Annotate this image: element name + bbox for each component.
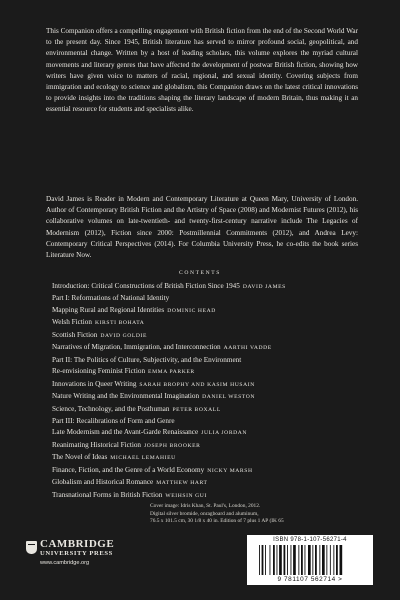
barcode-bar xyxy=(287,545,288,575)
toc-entry xyxy=(52,379,372,391)
toc-entry xyxy=(52,317,372,329)
toc-title: Part II: The Politics of Culture, Subjectivity, and the Environment xyxy=(52,355,242,364)
toc-entry xyxy=(52,355,372,366)
toc-author: AARTHI VADDE xyxy=(223,345,272,352)
cover-credit-line: Digital silver bromide, onragboard and aluminum, xyxy=(150,510,259,517)
toc-entry xyxy=(52,404,372,416)
toc-title: Introduction: Critical Constructions of British Fiction Since 1945 xyxy=(52,282,240,290)
toc-title: The Novel of Ideas xyxy=(52,453,108,462)
barcode-bar xyxy=(270,545,271,575)
toc-entry xyxy=(52,281,372,293)
publisher-subtitle: UNIVERSITY PRESS xyxy=(40,550,113,557)
toc-title: Globalism and Historical Romance xyxy=(52,478,154,487)
toc-author: DANIEL WESTON xyxy=(202,394,256,401)
barcode-bar xyxy=(291,545,292,575)
barcode-bar xyxy=(333,545,334,575)
toc-entry xyxy=(52,427,372,439)
barcode-bar xyxy=(273,545,275,575)
toc-author: SARAH BROPHY AND KASIM HUSAIN xyxy=(139,381,255,388)
barcode-bar xyxy=(322,545,325,575)
toc-author: JULIA JORDAN xyxy=(201,430,248,437)
toc-title: Transnational Forms in British Fiction xyxy=(52,490,163,499)
toc-entry xyxy=(52,305,372,317)
toc-author: DAVID JAMES xyxy=(242,284,286,290)
toc-author: KIRSTI BOHATA xyxy=(94,320,145,327)
barcode-bar xyxy=(336,545,338,575)
cover-credit-line: Cover image: Idris Khan, St. Paul's, London, 2012. xyxy=(150,503,261,509)
toc-title: Innovations in Queer Writing xyxy=(52,379,137,388)
barcode-bar xyxy=(319,545,320,575)
barcode-bar xyxy=(326,545,327,575)
toc-entry xyxy=(52,330,372,342)
toc-title: Science, Technology, and the Posthuman xyxy=(52,404,170,413)
toc-title: Late Modernism and the Avant-Garde Renaissance xyxy=(52,428,199,437)
barcode-bar xyxy=(277,545,278,575)
publisher-name: CAMBRIDGE xyxy=(40,538,115,550)
toc-author: MICHAEL LEMAHIEU xyxy=(110,455,176,462)
toc-title: Welsh Fiction xyxy=(52,318,92,327)
toc-entry xyxy=(52,416,372,427)
toc-author: JOSEPH BROOKER xyxy=(144,442,201,449)
toc-entry xyxy=(52,465,372,477)
barcode-icon xyxy=(257,545,363,575)
toc-title: Scottish Fiction xyxy=(52,330,98,339)
toc-author: EMMA PARKER xyxy=(148,369,195,376)
barcode-bar xyxy=(262,545,264,575)
contents-heading: CONTENTS xyxy=(178,270,221,276)
barcode-bar xyxy=(298,545,299,575)
toc-title: Nature Writing and the Environmental Imagination xyxy=(52,392,200,401)
toc-author: WEIHSIN GUI xyxy=(165,492,207,499)
toc-entry xyxy=(52,477,372,489)
barcode-bar xyxy=(312,545,313,575)
toc-author: DOMINIC HEAD xyxy=(167,307,216,314)
barcode-bar xyxy=(265,545,266,575)
barcode-bar xyxy=(293,545,296,575)
barcode-bar xyxy=(301,545,303,575)
toc-title: Part III: Recalibrations of Form and Genre xyxy=(52,416,175,425)
table-of-contents xyxy=(52,281,372,502)
crest-icon xyxy=(26,541,37,554)
barcode-bar xyxy=(279,545,282,575)
isbn-barcode xyxy=(247,535,373,585)
toc-entry xyxy=(52,440,372,452)
isbn-label: ISBN 978-1-107-56271-4 xyxy=(273,537,347,543)
barcode-bar xyxy=(308,545,311,575)
toc-title: Part I: Reformations of National Identity xyxy=(52,294,170,303)
toc-author: DAVID GOLDIE xyxy=(100,332,148,339)
toc-title: Re-envisioning Feminist Fiction xyxy=(52,367,146,376)
barcode-digits: 9 781107 562714 > xyxy=(277,576,343,583)
cover-credit xyxy=(150,503,380,526)
toc-title: Finance, Fiction, and the Genre of a World Economy xyxy=(52,465,205,474)
toc-author: PETER BOXALL xyxy=(172,406,221,413)
toc-author: NICKY MARSH xyxy=(207,467,253,474)
toc-title: Reanimating Historical Fiction xyxy=(52,440,142,449)
toc-entry xyxy=(52,342,372,354)
toc-entry xyxy=(52,452,372,464)
barcode-bar xyxy=(330,545,331,575)
toc-title: Narratives of Migration, Immigration, and Interconnection xyxy=(52,343,221,352)
toc-author: MATTHEW HART xyxy=(156,480,208,487)
book-blurb: This Companion offers a compelling engagement with British fiction from the end of the Second World War to the present day. Since 1945, British literature has served to mirror profound social, geopolitical, and environmental change. Written by a host of leading scholars, this volume explores the myriad cultural movements and literary genres that have affected the development of postwar British fiction, showing how writers have given voice to matters of racial, regional, and sexual identity. Covering subjects from immigration and ecology to science and globalism, this Companion draws on the latest critical innovations to provide insights into the traditions shaping the literary landscape of modern Britain, thus making it an essential resource for students and specialists alike. xyxy=(46,27,358,114)
barcode-bar xyxy=(305,545,306,575)
barcode-bar xyxy=(315,545,317,575)
publisher-url: www.cambridge.org xyxy=(40,560,90,566)
toc-title: Mapping Rural and Regional Identities xyxy=(52,305,165,314)
barcode-bar xyxy=(284,545,286,575)
toc-entry xyxy=(52,391,372,403)
toc-entry xyxy=(52,490,372,502)
editor-bio: David James is Reader in Modern and Contemporary Literature at Queen Mary, University of London. Author of Contemporary British Fiction and the Artistry of Space (2008) and Modernist Futures (2012), his collaborative volumes on late-twentieth- and twenty-first-century narrative include The Legacies of Modernism (2012), Fiction since 2000: Postmillennial Commitments (2012), and Andrea Levy: Contemporary Critical Perspectives (2014). For Columbia University Press, he co-edits the book series Literature Now. xyxy=(46,195,358,260)
toc-entry xyxy=(52,293,372,304)
cover-credit-line: 76.5 x 101.5 cm, 30 1/8 x 40 in. Edition of 7 plus 1 AP (IK 65 xyxy=(150,518,284,525)
toc-entry xyxy=(52,366,372,378)
barcode-bar xyxy=(340,545,343,575)
barcode-bar xyxy=(259,545,260,575)
